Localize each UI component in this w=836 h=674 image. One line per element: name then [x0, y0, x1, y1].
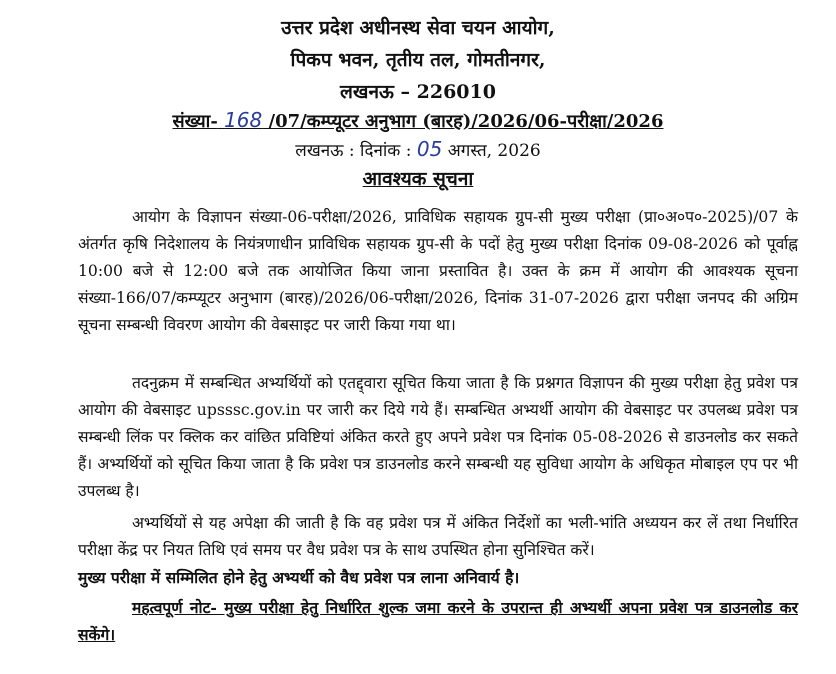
important-note: महत्वपूर्ण नोट- मुख्य परीक्षा हेतु निर्धारित शुल्क जमा करने के उपरान्त ही अभ्यर्थी अपना प्रवेश पत्र डाउनलोड कर सकेंगे।: [78, 598, 798, 644]
org-address: पिकप भवन, तृतीय तल, गोमतीनगर,: [290, 49, 546, 71]
dateline: [0, 137, 836, 161]
dateline-suffix: अगस्त, 2026: [447, 141, 541, 161]
paragraph-3: अभ्यर्थियों से यह अपेक्षा की जाती है कि वह प्रवेश पत्र में अंकित निर्देशों का भली-भांति अध्ययन कर लें तथा निर्धारित परीक्षा केंद्र पर नियत तिथि एवं समय पर वैध प्रवेश पत्र के साथ उपस्थित होना सुनिश्चित करें।: [78, 514, 798, 559]
paragraph-3-bold: मुख्य परीक्षा में सम्मिलित होने हेतु अभ्यर्थी को वैध प्रवेश पत्र लाना अनिवार्य है।: [78, 568, 520, 587]
org-city-pin: लखनऊ – 226010: [340, 81, 496, 103]
paragraph-2: तदनुक्रम में सम्बन्धित अभ्यर्थियों को एतद्द्वारा सूचित किया जाता है कि प्रश्नगत विज्ञापन की मुख्य परीक्षा हेतु प्रवेश पत्र आयोग की वेबसाइट upsssc.gov.in पर जारी कर दिये गये हैं। सम्बन्धित अभ्यर्थी आयोग की वेबसाइट पर उपलब्ध प्रवेश पत्र सम्बन्धी लिंक पर क्लिक कर वांछित प्रविष्टियां अंकित करते हुए अपने प्रवेश पत्र दिनांक 05-08-2026 से डाउनलोड कर सकते हैं। अभ्यर्थियों को सूचित किया जाता है कि प्रवेश पत्र डाउनलोड करने सम्बन्धी यह सुविधा आयोग के अधिकृत मोबाइल एप पर भी उपलब्ध है।: [78, 374, 798, 500]
paragraph-1: आयोग के विज्ञापन संख्या-06-परीक्षा/2026, प्राविधिक सहायक ग्रुप-सी मुख्य परीक्षा (प्रा०अ०प०-2025)/07 के अंतर्गत कृषि निदेशालय के नियंत्रणाधीन प्राविधिक सहायक ग्रुप-सी के पदों हेतु मुख्य परीक्षा दिनांक 09-08-2026 को पूर्वाह्न 10:00 बजे से 12:00 बजे तक आयोजित किया जाना प्रस्तावित है। उक्त के क्रम में आयोग की आवश्यक सूचना संख्या-166/07/कम्प्यूटर अनुभाग (बारह)/2026/06-परीक्षा/2026, दिनांक 31-07-2026 द्वारा परीक्षा जनपद की अग्रिम सूचना सम्बन्धी विवरण आयोग की वेबसाइट पर जारी किया गया था।: [78, 208, 798, 334]
dateline-handwritten-day: 05: [416, 137, 443, 161]
reference-prefix: संख्या-: [172, 111, 218, 132]
reference-suffix: /07/कम्प्यूटर अनुभाग (बारह)/2026/06-परीक्षा/2026: [268, 111, 664, 132]
reference-number: [0, 108, 836, 133]
dateline-prefix: लखनऊ : दिनांक :: [295, 141, 412, 161]
notice-title: आवश्यक सूचना: [362, 168, 474, 190]
org-name: उत्तर प्रदेश अधीनस्थ सेवा चयन आयोग,: [281, 17, 555, 39]
reference-handwritten-number: 168: [224, 108, 263, 132]
